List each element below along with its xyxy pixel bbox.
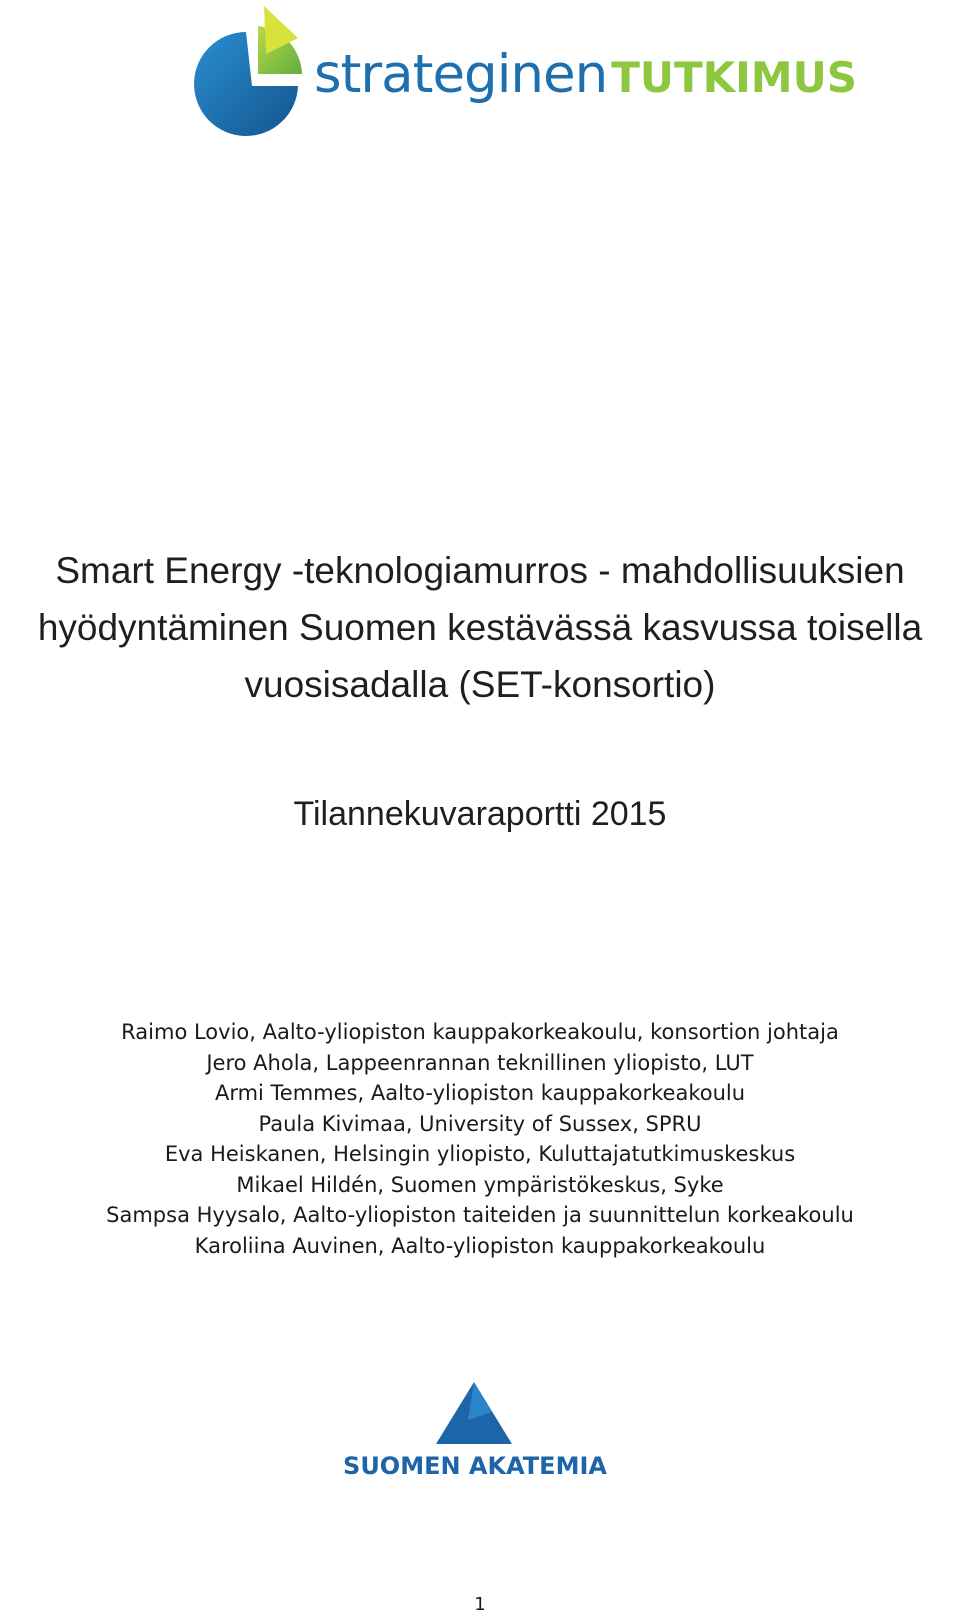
report-title xyxy=(0,542,960,713)
report-subtitle: Tilannekuvaraportti 2015 xyxy=(293,795,667,833)
title-line-2: hyödyntäminen Suomen kestävässä kasvussa toisella xyxy=(37,607,923,648)
author-line: Mikael Hildén, Suomen ympäristökeskus, Syke xyxy=(236,1172,724,1197)
author-line: Karoliina Auvinen, Aalto-yliopiston kauppakorkeakoulu xyxy=(194,1233,766,1258)
akatemia-name: SUOMEN AKATEMIA xyxy=(343,1452,607,1480)
author-line: Jero Ahola, Lappeenrannan teknillinen yliopisto, LUT xyxy=(206,1050,754,1075)
logo-word-tutkimus: TUTKIMUS xyxy=(611,53,857,102)
logo-word-strateginen: strateginen xyxy=(314,44,608,105)
strateginen-tutkimus-logo xyxy=(186,4,857,139)
author-line: Sampsa Hyysalo, Aalto-yliopiston taiteiden ja suunnittelun korkeakoulu xyxy=(106,1203,854,1227)
author-line: Paula Kivimaa, University of Sussex, SPRU xyxy=(258,1111,702,1136)
author-line: Eva Heiskanen, Helsingin yliopisto, Kuluttajatutkimuskeskus xyxy=(164,1142,796,1166)
title-line-1: Smart Energy -teknologiamurros - mahdollisuuksien xyxy=(55,550,905,591)
author-line: Armi Temmes, Aalto-yliopiston kauppakorkeakoulu xyxy=(214,1081,746,1105)
suomen-akatemia-logo xyxy=(330,1380,620,1480)
author-line: Raimo Lovio, Aalto-yliopiston kauppakorkeakoulu, konsortion johtaja xyxy=(121,1020,839,1044)
title-line-3: vuosisadalla (SET-konsortio) xyxy=(244,664,716,705)
logo-wordmark xyxy=(314,44,857,105)
akatemia-triangle-icon xyxy=(434,1380,514,1446)
strateginen-tutkimus-emblem-icon xyxy=(186,4,311,139)
author-list xyxy=(0,1017,960,1261)
page-number: 1 xyxy=(474,1594,486,1615)
